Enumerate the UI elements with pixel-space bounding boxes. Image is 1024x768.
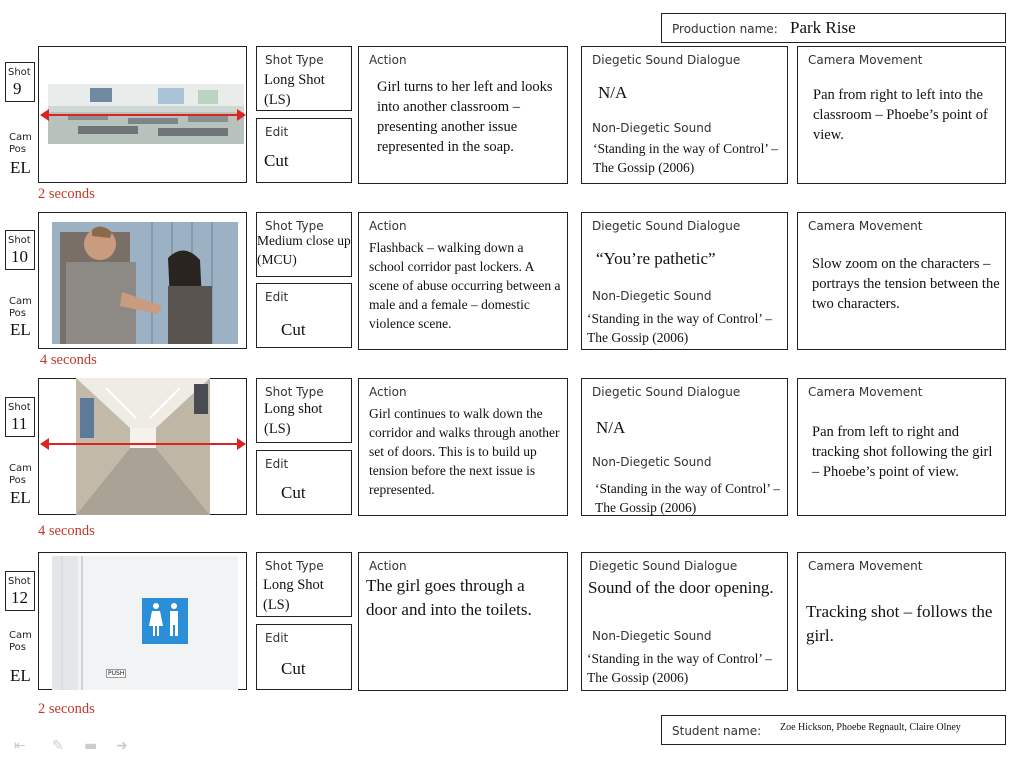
camera-movement-box [797, 378, 1006, 516]
edit-box [256, 283, 352, 348]
shot-type-header: Shot Type [265, 219, 324, 233]
action-box [358, 378, 568, 516]
shot-number: 10 [11, 247, 28, 266]
camera-movement-text: Tracking shot – follows the girl. [806, 602, 993, 645]
camera-movement-text: Pan from right to left into the classroom – Phoebe’s point of view. [813, 87, 988, 143]
sound-box [581, 552, 788, 691]
shot-type-box [256, 46, 352, 111]
shot-label: Shot [8, 576, 31, 587]
cam-pos-value: EL [10, 666, 31, 685]
pos-label: Pos [9, 308, 27, 319]
action-text: The girl goes through a door and into the toilets. [366, 576, 532, 619]
pan-arrow [42, 443, 244, 445]
cam-pos-value: EL [10, 158, 31, 177]
camera-movement-header: Camera Movement [808, 559, 923, 573]
non-diegetic-header: Non-Diegetic Sound [592, 121, 712, 135]
student-name-value: Zoe Hickson, Phoebe Regnault, Claire Olney [780, 722, 961, 733]
shot-number-box [5, 230, 35, 270]
nav-forward-icon[interactable]: ➜ [116, 738, 128, 754]
action-text: Flashback – walking down a school corridor past lockers. A scene of abuse occurring between a male and a female – domestic violence scene. [369, 240, 561, 331]
camera-movement-header: Camera Movement [808, 53, 923, 67]
pos-label: Pos [9, 475, 27, 486]
cam-label: Cam [9, 132, 32, 143]
edit-box [256, 450, 352, 515]
action-header: Action [369, 385, 407, 399]
shot-type-header: Shot Type [265, 53, 324, 67]
production-name-box [661, 13, 1006, 43]
non-diegetic-header: Non-Diegetic Sound [592, 455, 712, 469]
camera-movement-header: Camera Movement [808, 385, 923, 399]
action-text: Girl turns to her left and looks into another classroom – presenting another issue represented in the soap. [377, 79, 553, 155]
edit-value: Cut [281, 659, 306, 678]
student-name-label: Student name: [672, 724, 762, 738]
diegetic-header: Diegetic Sound Dialogue [592, 53, 741, 67]
action-header: Action [369, 219, 407, 233]
action-text: Girl continues to walk down the corridor and walks through another set of doors. This is to build up tension before the next issue is represented. [369, 406, 560, 497]
shot-type-value: Medium close up (MCU) [257, 233, 351, 267]
shot-label: Shot [8, 402, 31, 413]
action-header: Action [369, 559, 407, 573]
shot-number: 9 [13, 79, 22, 98]
nav-back-icon[interactable]: ⇤ [14, 738, 26, 754]
camera-movement-box [797, 212, 1006, 350]
action-header: Action [369, 53, 407, 67]
shot-number: 12 [11, 588, 28, 607]
edit-box [256, 624, 352, 690]
non-diegetic-value: ‘Standing in the way of Control’ – The Gossip (2006) [593, 141, 778, 175]
diegetic-header: Diegetic Sound Dialogue [592, 219, 741, 233]
lockers-argument-photo [52, 222, 238, 344]
shot-type-value: Long Shot (LS) [263, 577, 324, 613]
push-plate: PUSH [108, 670, 125, 677]
toilet-door-photo [52, 556, 238, 690]
pen-icon[interactable]: ✎ [52, 738, 64, 754]
shot-type-value: Long shot (LS) [264, 401, 323, 437]
pos-label: Pos [9, 642, 27, 653]
diegetic-value: Sound of the door opening. [588, 578, 774, 597]
shot-type-box [256, 378, 352, 443]
cam-pos-value: EL [10, 320, 31, 339]
diegetic-header: Diegetic Sound Dialogue [592, 385, 741, 399]
diegetic-value: “You’re pathetic” [596, 249, 716, 268]
edit-header: Edit [265, 457, 289, 471]
menu-icon[interactable]: ▬ [84, 738, 98, 754]
shot-type-box [256, 212, 352, 277]
shot-label: Shot [8, 67, 31, 78]
shot-type-box [256, 552, 352, 617]
shot-label: Shot [8, 235, 31, 246]
camera-movement-box [797, 552, 1006, 691]
shot-type-header: Shot Type [265, 385, 324, 399]
camera-movement-text: Pan from left to right and tracking shot following the girl – Phoebe’s point of view. [812, 424, 993, 480]
action-box [358, 552, 568, 691]
edit-box [256, 118, 352, 183]
corridor-photo [76, 378, 210, 515]
action-box [358, 212, 568, 350]
pos-label: Pos [9, 144, 27, 155]
cam-label: Cam [9, 630, 32, 641]
camera-movement-header: Camera Movement [808, 219, 923, 233]
edit-header: Edit [265, 290, 289, 304]
diegetic-value: N/A [596, 418, 626, 437]
edit-value: Cut [281, 320, 306, 339]
cam-pos-value: EL [10, 488, 31, 507]
edit-header: Edit [265, 125, 289, 139]
edit-value: Cut [264, 151, 289, 170]
shot-type-value: Long Shot (LS) [264, 72, 325, 108]
sound-box [581, 46, 788, 184]
non-diegetic-value: ‘Standing in the way of Control’ – The Gossip (2006) [587, 651, 772, 685]
shot-duration: 2 seconds [38, 186, 95, 202]
non-diegetic-header: Non-Diegetic Sound [592, 629, 712, 643]
diegetic-header: Diegetic Sound Dialogue [589, 559, 738, 573]
edit-header: Edit [265, 631, 289, 645]
action-box [358, 46, 568, 184]
shot-number-box [5, 397, 35, 437]
production-name-label: Production name: [672, 22, 778, 36]
pan-arrow [42, 114, 244, 116]
edit-value: Cut [281, 483, 306, 502]
production-name-value: Park Rise [790, 18, 856, 37]
sound-box [581, 378, 788, 516]
shot-number: 11 [11, 414, 28, 433]
non-diegetic-header: Non-Diegetic Sound [592, 289, 712, 303]
shot-number-box [5, 62, 35, 102]
cam-label: Cam [9, 296, 32, 307]
shot-duration: 4 seconds [38, 523, 95, 539]
shot-type-header: Shot Type [265, 559, 324, 573]
diegetic-value: N/A [598, 83, 628, 102]
camera-movement-box [797, 46, 1006, 184]
shot-duration: 4 seconds [40, 352, 97, 368]
student-name-box [661, 715, 1006, 745]
non-diegetic-value: ‘Standing in the way of Control’ – The Gossip (2006) [587, 311, 772, 345]
cam-label: Cam [9, 463, 32, 474]
sound-box [581, 212, 788, 350]
non-diegetic-value: ‘Standing in the way of Control’ – The Gossip (2006) [595, 481, 780, 515]
shot-duration: 2 seconds [38, 701, 95, 717]
camera-movement-text: Slow zoom on the characters – portrays the tension between the two characters. [812, 256, 1000, 312]
shot-number-box [5, 571, 35, 611]
